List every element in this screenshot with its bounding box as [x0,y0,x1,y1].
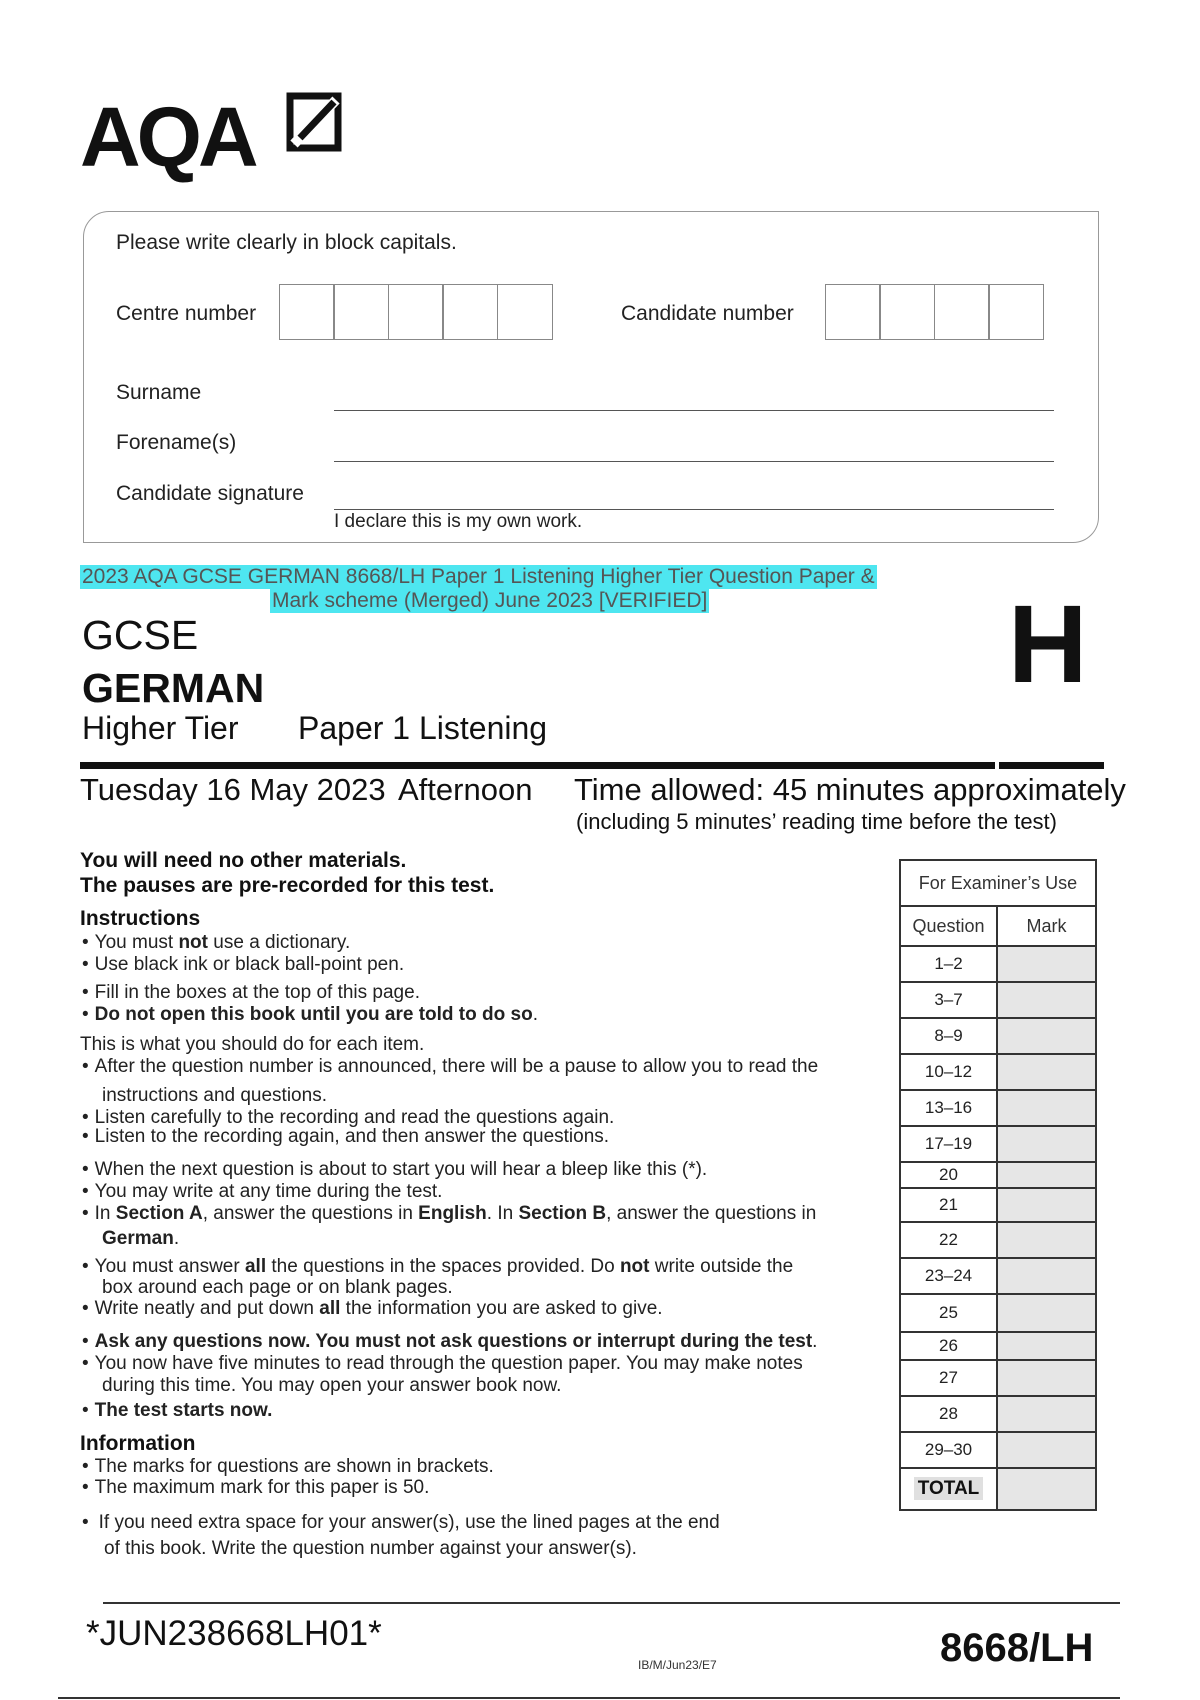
examiner-use-table [899,859,1097,1511]
instruction-item: • In Section A, answer the questions in English. In Section B, answer the questions in [82,1203,817,1224]
tier-letter: H [1008,583,1088,706]
candidate-digit-box[interactable] [879,284,935,340]
centre-digit-box[interactable] [279,284,335,340]
examiner-table-rows [901,947,1095,1469]
centre-digit-box[interactable] [497,284,553,340]
question-number-cell: 13–16 [901,1091,998,1125]
footer-rule [103,1602,1120,1604]
exam-date: Tuesday 16 May 2023 [80,772,386,807]
centre-number-boxes[interactable] [280,284,553,340]
instruction-item-cont: instructions and questions. [102,1085,327,1106]
question-number-cell: 23–24 [901,1259,998,1293]
examiner-table-row [901,1223,1095,1259]
instruction-item: • Ask any questions now. You must not ask questions or interrupt during the test. [82,1331,818,1352]
time-note: (including 5 minutes’ reading time before the test) [576,809,1057,834]
header-rule [80,762,1104,769]
instruction-item: • When the next question is about to start you will hear a bleep like this (*). [82,1159,708,1180]
declaration-text: I declare this is my own work. [334,511,583,532]
mark-column-header: Mark [1026,916,1067,936]
question-number-cell: 20 [901,1163,998,1187]
centre-digit-box[interactable] [388,284,444,340]
paper-reference: IB/M/Jun23/E7 [638,1658,717,1672]
question-number-cell: 17–19 [901,1127,998,1161]
mark-cell[interactable] [998,1019,1095,1053]
instruction-item: • Listen carefully to the recording and read the questions again. [82,1107,615,1128]
materials-line: The pauses are pre-recorded for this test. [80,874,495,897]
mark-cell[interactable] [998,1397,1095,1431]
mark-cell[interactable] [998,983,1095,1017]
examiner-table-row [901,1189,1095,1223]
centre-digit-box[interactable] [442,284,498,340]
information-item: • If you need extra space for your answer(s), use the lined pages at the end [82,1512,720,1533]
candidate-digit-box[interactable] [825,284,881,340]
instruction-item: • You must answer all the questions in the spaces provided. Do not write outside the [82,1256,794,1277]
materials-line: You will need no other materials. [80,849,407,872]
examiner-table-row [901,1019,1095,1055]
examiner-table-row [901,947,1095,983]
examiner-table-row [901,1127,1095,1163]
question-number-cell: 3–7 [901,983,998,1017]
surname-label: Surname [116,381,202,404]
instruction-item: • Use black ink or black ball-point pen. [82,954,405,975]
mark-cell[interactable] [998,1433,1095,1467]
instruction-item: • You may write at any time during the test. [82,1181,443,1202]
instruction-item: • After the question number is announced, there will be a pause to allow you to read the [82,1056,819,1077]
examiner-table-row [901,1055,1095,1091]
instruction-item: • Write neatly and put down all the information you are asked to give. [82,1298,663,1319]
information-item-cont: of this book. Write the question number against your answer(s). [104,1538,637,1559]
examiner-table-row [901,1295,1095,1333]
block-capitals-instruction: Please write clearly in block capitals. [116,231,457,254]
mark-cell[interactable] [998,1127,1095,1161]
question-number-cell: 28 [901,1397,998,1431]
mark-cell[interactable] [998,1223,1095,1257]
question-number-cell: 10–12 [901,1055,998,1089]
mark-cell[interactable] [998,1055,1095,1089]
instruction-item: • Do not open this book until you are told to do so. [82,1004,538,1025]
information-item: • The maximum mark for this paper is 50. [82,1477,430,1498]
highlighted-title-line2: Mark scheme (Merged) June 2023 [VERIFIED] [272,589,708,612]
instruction-item-cont: during this time. You may open your answer book now. [102,1375,562,1396]
signature-label: Candidate signature [116,482,304,505]
question-number-cell: 1–2 [901,947,998,981]
forenames-label: Forename(s) [116,431,237,454]
instruction-item-cont: German. [102,1228,180,1249]
signature-field[interactable] [334,509,1054,510]
barcode-text: *JUN238668LH01* [86,1614,382,1653]
candidate-digit-box[interactable] [934,284,990,340]
aqa-slash-mark-icon [286,92,342,152]
examiner-table-row [901,1163,1095,1189]
materials-notice [80,848,494,898]
question-number-cell: 27 [901,1361,998,1395]
aqa-logo-text: AQA [80,90,255,184]
information-heading: Information [80,1432,196,1455]
tier-label: Higher Tier [82,710,239,746]
candidate-number-label: Candidate number [621,302,794,325]
question-number-cell: 29–30 [901,1433,998,1467]
centre-number-label: Centre number [116,302,257,325]
examiner-table-title: For Examiner’s Use [901,861,1095,907]
page-bottom-rule [58,1697,1120,1699]
total-mark-cell[interactable] [998,1469,1095,1509]
examiner-table-row [901,1397,1095,1433]
total-label: TOTAL [901,1469,998,1509]
centre-digit-box[interactable] [333,284,389,340]
instruction-item: • Fill in the boxes at the top of this page. [82,982,420,1003]
examiner-table-row [901,1433,1095,1469]
examiner-total-row [901,1469,1095,1509]
subject-title: GERMAN [82,665,265,711]
examiner-table-row [901,983,1095,1019]
highlighted-title-line1: 2023 AQA GCSE GERMAN 8668/LH Paper 1 Listening Higher Tier Question Paper & [82,565,875,588]
instructions-heading: Instructions [80,907,201,930]
question-number-cell: 8–9 [901,1019,998,1053]
header-rule-gap [995,762,999,769]
paper-code: 8668/LH [940,1626,1094,1670]
exam-session: Afternoon [398,772,533,807]
mark-cell[interactable] [998,1259,1095,1293]
each-item-intro: This is what you should do for each item. [80,1034,425,1055]
examiner-table-header-row [901,907,1095,947]
mark-cell[interactable] [998,1361,1095,1395]
instruction-item: • You now have five minutes to read through the question paper. You may make notes [82,1353,803,1374]
mark-cell[interactable] [998,1163,1095,1187]
question-number-cell: 22 [901,1223,998,1257]
instruction-item: • You must not use a dictionary. [82,932,351,953]
mark-cell[interactable] [998,1333,1095,1359]
question-number-cell: 26 [901,1333,998,1359]
information-item: • The marks for questions are shown in brackets. [82,1456,494,1477]
mark-cell[interactable] [998,1189,1095,1221]
mark-cell[interactable] [998,947,1095,981]
surname-field[interactable] [334,410,1054,411]
time-allowed: Time allowed: 45 minutes approximately [574,772,1126,807]
examiner-table-row [901,1091,1095,1127]
question-column-header: Question [901,907,998,945]
candidate-number-boxes[interactable] [826,284,1044,340]
examiner-table-row [901,1361,1095,1397]
mark-cell[interactable] [998,1091,1095,1125]
candidate-digit-box[interactable] [988,284,1044,340]
qualification-label: GCSE [82,612,199,658]
mark-cell[interactable] [998,1295,1095,1331]
question-number-cell: 21 [901,1189,998,1221]
examiner-table-row [901,1333,1095,1361]
instruction-item: • The test starts now. [82,1400,273,1421]
paper-label: Paper 1 Listening [298,710,548,746]
forenames-field[interactable] [334,461,1054,462]
instruction-item: • Listen to the recording again, and then answer the questions. [82,1126,610,1147]
question-number-cell: 25 [901,1295,998,1331]
instruction-item-cont: box around each page or on blank pages. [102,1277,453,1298]
examiner-table-row [901,1259,1095,1295]
